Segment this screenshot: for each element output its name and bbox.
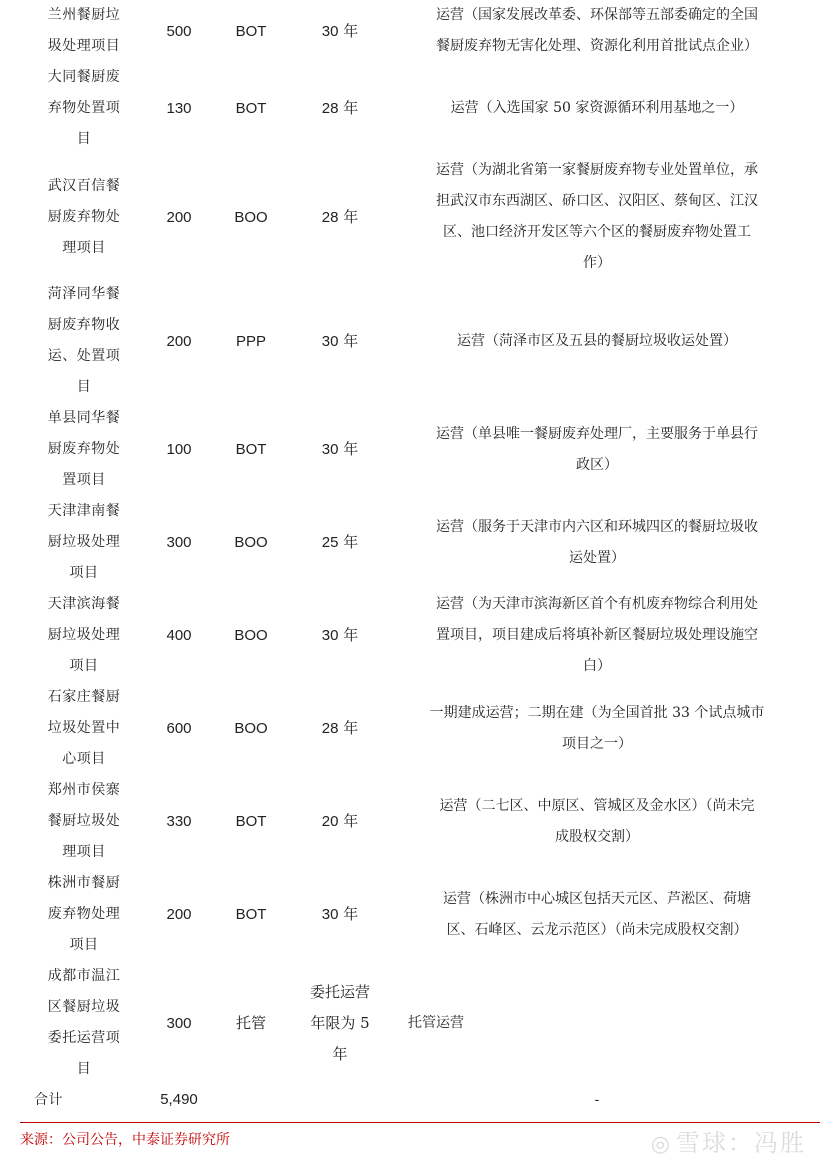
concession-term-unit: 年: [343, 440, 359, 458]
project-name-cell: [20, 961, 140, 1085]
project-status-line: 运营（单县唯一餐厨废弃处理厂，主要服务于单县行: [436, 425, 758, 442]
project-status-line: 置项目，项目建成后将填补新区餐厨垃圾处理设施空: [436, 627, 758, 643]
project-name-line: 厨垃圾处理: [47, 534, 121, 550]
total-section: [20, 1085, 810, 1115]
project-status-cell: [396, 961, 810, 1085]
project-name: [32, 62, 136, 155]
operating-mode-cell: BOT: [235, 813, 267, 830]
project-name-line: 武汉百信餐: [47, 177, 121, 194]
project-name-line: 单县同华餐: [47, 410, 121, 426]
project-name-line: 成都市温江: [47, 968, 121, 984]
project-status: [400, 698, 794, 760]
project-name-line: 天津滨海餐: [47, 596, 121, 612]
capacity-cell: 400: [166, 627, 192, 644]
project-name: [32, 589, 136, 682]
capacity-cell: 200: [166, 332, 192, 350]
project-name-line: 厨垃圾处理: [47, 627, 121, 643]
concession-term-years: 20: [321, 813, 339, 830]
project-status: [400, 884, 794, 946]
operating-mode-cell: BOO: [234, 720, 268, 737]
concession-term-unit: 年: [343, 331, 359, 350]
project-status: [400, 791, 794, 853]
project-status-cell: [396, 279, 810, 403]
project-name-line: 项目: [69, 658, 99, 674]
project-table: [20, 0, 810, 1115]
table-row: [20, 403, 810, 496]
snowball-logo-icon: ◎: [650, 1132, 672, 1157]
project-name-cell: [20, 868, 140, 961]
project-status-line: 餐厨废弃物无害化处理、资源化利用首批试点企业）: [436, 38, 758, 54]
operating-mode-cell: PPP: [235, 332, 266, 350]
project-status: [400, 512, 794, 574]
project-name: [32, 682, 136, 775]
concession-term-years: 28: [321, 208, 339, 226]
project-name-line: 废弃物处理: [47, 906, 121, 922]
concession-term-cell: [284, 775, 396, 868]
table-row: [20, 0, 810, 62]
table-row: [20, 589, 810, 682]
table-row: [20, 62, 810, 155]
project-status-line: 运处置）: [569, 549, 625, 566]
total-row: [20, 1085, 810, 1115]
concession-term-unit: 年: [343, 812, 359, 830]
project-name-cell: [20, 682, 140, 775]
capacity-cell: 600: [166, 720, 192, 737]
footer: [20, 1122, 820, 1160]
project-status-line: 运营（菏泽市区及五县的餐厨垃圾收运处置）: [457, 332, 737, 349]
project-status-line: 运营（为天津市滨海新区首个有机废弃物综合利用处: [436, 596, 758, 612]
concession-term-cell: [284, 279, 396, 403]
project-status-line: 担武汉市东西湖区、硚口区、汉阳区、蔡甸区、江汉: [436, 193, 758, 209]
operating-mode-cell: BOO: [234, 208, 268, 226]
project-name-line: 郑州市侯寨: [47, 782, 121, 798]
project-name-line: 区餐厨垃圾: [47, 999, 121, 1015]
source-note: 来源：公司公告，中泰证券研究所: [20, 1132, 230, 1148]
table-row: [20, 496, 810, 589]
table-row: [20, 775, 810, 868]
project-status-line: 托管运营: [408, 1014, 464, 1031]
operating-mode-cell: BOO: [234, 534, 268, 551]
project-status: [400, 93, 794, 124]
project-name: [32, 868, 136, 961]
project-status: [400, 155, 794, 279]
total-mode-cell: [218, 1085, 284, 1115]
project-status-cell: [396, 496, 810, 589]
concession-term-unit: 年: [343, 533, 359, 551]
project-status-line: 区、池口经济开发区等六个区的餐厨废弃物处置工: [443, 224, 751, 240]
table-row: [20, 961, 810, 1085]
project-name-line: 理项目: [62, 239, 106, 256]
operating-mode-cell: BOT: [235, 906, 267, 923]
concession-term-cell: [284, 589, 396, 682]
total-term-cell: [284, 1085, 396, 1115]
capacity-cell: 500: [166, 22, 192, 40]
concession-term-unit: 年: [343, 21, 359, 40]
concession-term-unit: 年: [343, 719, 359, 737]
project-name: [32, 279, 136, 403]
project-name-line: 弃物处置项: [47, 100, 121, 116]
capacity-cell: 200: [166, 208, 192, 226]
project-name: [32, 496, 136, 589]
project-name-line: 理项目: [62, 844, 106, 860]
concession-term-years: 30: [321, 441, 339, 458]
concession-term-years: 30: [321, 22, 339, 40]
project-status-line: 白）: [583, 658, 611, 674]
operating-mode-cell: BOT: [235, 22, 267, 40]
project-name-line: 置项目: [62, 472, 106, 488]
project-status-line: 成股权交割）: [555, 828, 639, 845]
project-status-cell: [396, 0, 810, 62]
project-status-line: 项目之一）: [562, 735, 632, 752]
project-name-line: 目: [76, 1061, 92, 1077]
operating-mode-cell: 托管: [235, 1014, 266, 1032]
project-name-line: 圾处理项目: [47, 38, 121, 54]
capacity-cell: 130: [166, 100, 192, 117]
project-name-line: 厨废弃物处: [47, 441, 121, 457]
project-name: [32, 775, 136, 868]
project-status-cell: [396, 589, 810, 682]
project-name-line: 大同餐厨废: [47, 69, 121, 85]
project-status-cell: [396, 155, 810, 279]
project-name-line: 运、处置项: [47, 348, 121, 364]
project-name-line: 委托运营项: [47, 1030, 121, 1046]
project-status-line: 运营（二七区、中原区、管城区及金水区）（尚未完: [439, 797, 755, 814]
concession-term-cell: [284, 961, 396, 1085]
concession-term-unit: 年: [343, 207, 359, 226]
concession-term: [284, 977, 396, 1070]
project-name-line: 项目: [69, 565, 99, 581]
concession-term-years: 30: [321, 332, 339, 350]
project-name: [32, 171, 136, 264]
project-status-line: 运营（为湖北省第一家餐厨废弃物专业处置单位，承: [436, 162, 758, 178]
table-row: [20, 279, 810, 403]
capacity-cell: 330: [166, 813, 192, 830]
project-name-cell: [20, 589, 140, 682]
project-name-line: 株洲市餐厨: [47, 875, 121, 891]
project-status-line: 一期建成运营；二期在建（为全国首批 33 个试点城市: [429, 704, 765, 721]
project-status: [400, 419, 794, 481]
project-name-line: 厨废弃物收: [47, 317, 121, 333]
table-row: [20, 868, 810, 961]
project-name-line: 项目: [69, 937, 99, 953]
project-name-cell: [20, 403, 140, 496]
project-name: [32, 0, 136, 62]
capacity-cell: 300: [166, 534, 192, 551]
concession-term-cell: [284, 62, 396, 155]
watermark-text: 雪球：冯胜: [676, 1129, 806, 1157]
project-name-cell: [20, 155, 140, 279]
capacity-cell: 100: [166, 441, 192, 458]
watermark: [651, 1123, 806, 1158]
total-status: -: [594, 1092, 600, 1108]
project-table-body: [20, 0, 810, 1085]
project-status: [408, 1008, 794, 1039]
concession-term-cell: [284, 403, 396, 496]
project-name-line: 心项目: [62, 751, 106, 767]
operating-mode-cell: BOT: [235, 441, 267, 458]
project-name-line: 垃圾处置中: [47, 720, 121, 736]
project-status-line: 运营（国家发展改革委、环保部等五部委确定的全国: [436, 7, 758, 23]
project-name-line: 目: [76, 379, 92, 395]
project-name-line: 天津津南餐: [47, 503, 121, 519]
concession-term-years: 30: [321, 627, 339, 644]
project-status: [400, 589, 794, 682]
concession-term-cell: [284, 155, 396, 279]
project-name-line: 石家庄餐厨: [47, 689, 121, 705]
project-name-cell: [20, 775, 140, 868]
concession-term-unit: 年: [343, 626, 359, 644]
total-label: 合计: [34, 1092, 63, 1108]
capacity-cell: 300: [166, 1014, 192, 1032]
project-name-line: 兰州餐厨垃: [47, 7, 121, 23]
project-name-line: 餐厨垃圾处: [47, 813, 121, 829]
concession-term-line: 年限为 5: [310, 1013, 370, 1032]
project-name-cell: [20, 0, 140, 62]
project-name-line: 厨废弃物处: [47, 208, 121, 225]
concession-term-years: 30: [321, 906, 339, 923]
concession-term-years: 28: [321, 720, 339, 737]
project-status-line: 运营（株洲市中心城区包括天元区、芦淞区、荷塘: [443, 890, 751, 907]
project-status-cell: [396, 682, 810, 775]
concession-term-cell: [284, 0, 396, 62]
concession-term-years: 28: [321, 100, 339, 117]
project-status-line: 区、石峰区、云龙示范区）（尚未完成股权交割）: [446, 921, 748, 938]
project-name-line: 目: [76, 131, 92, 147]
table-row: [20, 682, 810, 775]
concession-term-line: 年: [332, 1044, 348, 1063]
project-status-cell: [396, 62, 810, 155]
project-status-line: 运营（入选国家 50 家资源循环利用基地之一）: [450, 100, 744, 116]
capacity-cell: 200: [166, 906, 192, 923]
concession-term-unit: 年: [343, 99, 359, 117]
project-status-line: 运营（服务于天津市内六区和环城四区的餐厨垃圾收: [436, 518, 758, 535]
project-status: [400, 326, 794, 357]
concession-term-line: 委托运营: [309, 982, 370, 1001]
table-row: [20, 155, 810, 279]
total-capacity: 5,490: [160, 1091, 198, 1108]
project-status-line: 政区）: [576, 456, 618, 473]
concession-term-cell: [284, 682, 396, 775]
project-name: [32, 403, 136, 496]
concession-term-cell: [284, 496, 396, 589]
project-name-cell: [20, 279, 140, 403]
project-status-cell: [396, 868, 810, 961]
project-name-cell: [20, 496, 140, 589]
project-name: [32, 961, 136, 1085]
project-status-line: 作）: [583, 255, 611, 271]
project-table-wrapper: [20, 0, 810, 1115]
project-status: [400, 0, 794, 62]
concession-term-cell: [284, 868, 396, 961]
project-name-cell: [20, 62, 140, 155]
project-status-cell: [396, 775, 810, 868]
project-name-line: 菏泽同华餐: [47, 286, 121, 302]
concession-term-unit: 年: [343, 905, 359, 923]
concession-term-years: 25: [321, 534, 339, 551]
operating-mode-cell: BOT: [235, 100, 267, 117]
operating-mode-cell: BOO: [234, 627, 268, 644]
project-status-cell: [396, 403, 810, 496]
